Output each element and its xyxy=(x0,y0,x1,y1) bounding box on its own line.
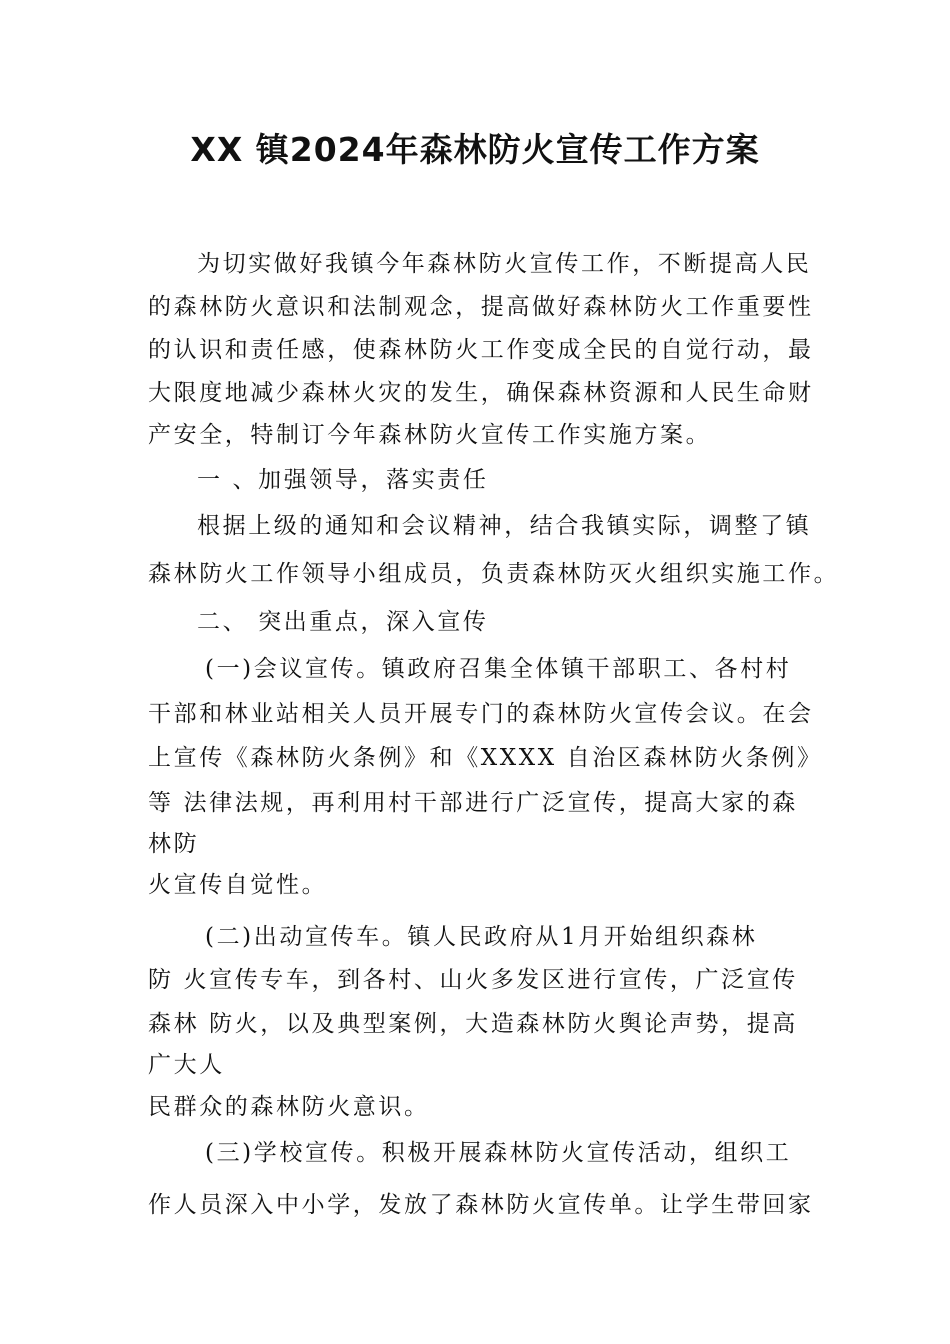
paragraph-line: 根据上级的通知和会议精神，结合我镇实际，调整了镇 xyxy=(197,513,812,539)
paragraph-line: 火宣传自觉性。 xyxy=(148,872,328,898)
paragraph-line: 为切实做好我镇今年森林防火宣传工作，不断提高人民 xyxy=(197,251,812,277)
paragraph-line: 民群众的森林防火意识。 xyxy=(148,1094,430,1120)
paragraph-line: 森林 防火，以及典型案例，大造森林防火舆论声势，提高 xyxy=(148,1011,798,1037)
section-heading-1: 一 、加强领导，落实责任 xyxy=(197,467,489,493)
paragraph-line: 等 法律法规，再利用村干部进行广泛宣传，提高大家的森 xyxy=(148,790,798,816)
paragraph-line: 林防 xyxy=(148,831,200,857)
paragraph-line: 大限度地减少森林火灾的发生，确保森林资源和人民生命财 xyxy=(148,380,814,406)
paragraph-line: 广大人 xyxy=(148,1052,225,1078)
paragraph-line: 产安全，特制订今年森林防火宣传工作实施方案。 xyxy=(148,422,712,448)
paragraph-line: 森林防火工作领导小组成员，负责森林防灭火组织实施工作。 xyxy=(148,561,840,587)
paragraph-line: (二)出动宣传车。镇人民政府从1月开始组织森林 xyxy=(205,924,758,950)
document-title: XX 镇2024年森林防火宣传工作方案 xyxy=(190,130,760,169)
paragraph-line: (三)学校宣传。积极开展森林防火宣传活动，组织工 xyxy=(205,1140,792,1166)
paragraph-line: (一)会议宣传。镇政府召集全体镇干部职工、各村村 xyxy=(205,656,792,682)
section-heading-2: 二、 突出重点，深入宣传 xyxy=(197,609,489,635)
paragraph-line: 干部和林业站相关人员开展专门的森林防火宣传会议。在会 xyxy=(148,701,814,727)
paragraph-line: 防 火宣传专车，到各村、山火多发区进行宣传，广泛宣传 xyxy=(148,967,798,993)
paragraph-line: 的森林防火意识和法制观念，提高做好森林防火工作重要性 xyxy=(148,294,814,320)
paragraph-line: 上宣传《森林防火条例》和《XXXX 自治区森林防火条例》 xyxy=(148,745,823,771)
paragraph-line: 作人员深入中小学，发放了森林防火宣传单。让学生带回家 xyxy=(148,1192,814,1218)
paragraph-line: 的认识和责任感，使森林防火工作变成全民的自觉行动，最 xyxy=(148,337,814,363)
